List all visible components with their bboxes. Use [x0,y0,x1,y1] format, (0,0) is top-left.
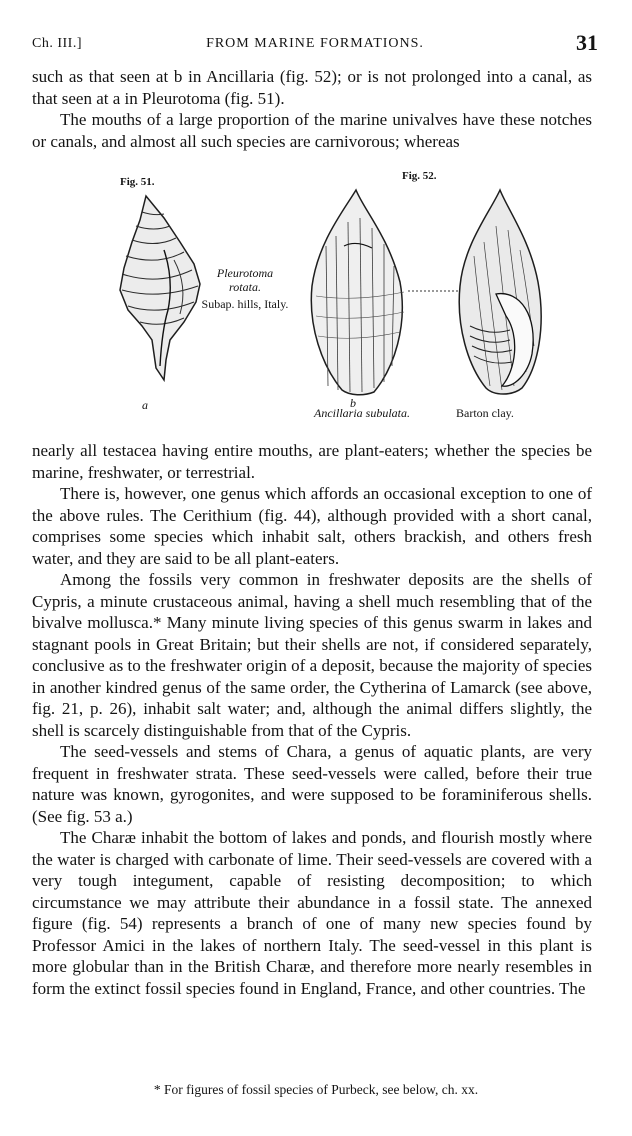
paragraph: The Charæ inhabit the bottom of lakes and ponds, and flourish mostly where the water is charged with carbonate of lime. Their seed-vessels are covered with a very tough integument, capable of resisting decomposition; to which circumstance we may attribute their abundance in a fossil state. The annexed figure (fig. 54) represents a branch of one of many new species found by Professor Amici in the lakes of northern Italy. The seed-vessel in this plant is more globular than in the British Charæ, and therefore more nearly resembles in form the extinct fossil species found in England, France, and other countries. The [32,828,592,998]
ancillaria-shell-front-illustration [304,186,412,398]
fig-52-locality: Barton clay. [456,406,514,420]
fig-51-label: Fig. 51. [120,176,155,188]
paragraph: nearly all testacea having entire mouths, are plant-eaters; whether the species be marine, freshwater, or terrestrial. [32,441,592,482]
fig-51-species-name: Pleurotoma rotata. [216,266,274,294]
fig-51-letter: a [142,398,148,412]
running-header [32,30,598,58]
fig-52-species-name: Ancillaria subulata. [314,406,410,420]
paragraph: The seed-vessels and stems of Chara, a genus of aquatic plants, are very frequent in freshwater strata. These seed-vessels were called, before their true nature was known, gyrogonites, and were supposed to be foraminiferous shells. (See fig. 53 a.) [32,742,592,826]
ancillaria-shell-back-illustration [450,186,548,398]
footnote: * For figures of fossil species of Purbeck, see below, ch. xx. [153,1082,479,1097]
paragraph: Among the fossils very common in freshwater deposits are the shells of Cypris, a minute crustaceous animal, having a shell much resembling that of the bivalve mollusca.* Many minute living species of this genus swarm in lakes and stagnant pools in Great Britain; but their shells are not, if considered separately, conclusive as to the freshwater origin of a deposit, because the majority of species in another kindred genus of the same order, the Cytherina of Lamarck (see above, fig. 21, p. 26), inhabit salt water; and, although the animal differs slightly, the shell is scarcely distinguishable from that of the Cypris. [32,570,592,740]
chapter-reference: Ch. III.] [32,36,82,51]
fig-52-letter: b [350,396,356,410]
fig-51-locality: Subap. hills, Italy. [201,297,289,311]
shell-figures [32,170,598,432]
dotted-leader-line [408,288,460,294]
page-number: 31 [576,30,598,55]
paragraph: There is, however, one genus which affords an occasional exception to one of the above rules. The Cerithium (fig. 44), although provided with a short canal, comprises some species which inhabit salt, others brackish, and others fresh water, and they are said to be all plant-eaters. [32,484,592,568]
pleurotoma-shell-illustration [114,190,204,390]
paragraph: such as that seen at b in Ancillaria (fig. 52); or is not prolonged into a canal, as that seen at a in Pleurotoma (fig. 51). [32,67,592,108]
running-title: FROM MARINE FORMATIONS. [206,36,424,51]
paragraph: The mouths of a large proportion of the marine univalves have these notches or canals, and almost all such species are carnivorous; whereas [32,110,592,151]
fig-52-label: Fig. 52. [402,170,437,182]
text-block-top [32,66,592,152]
text-block-bottom [32,440,592,999]
